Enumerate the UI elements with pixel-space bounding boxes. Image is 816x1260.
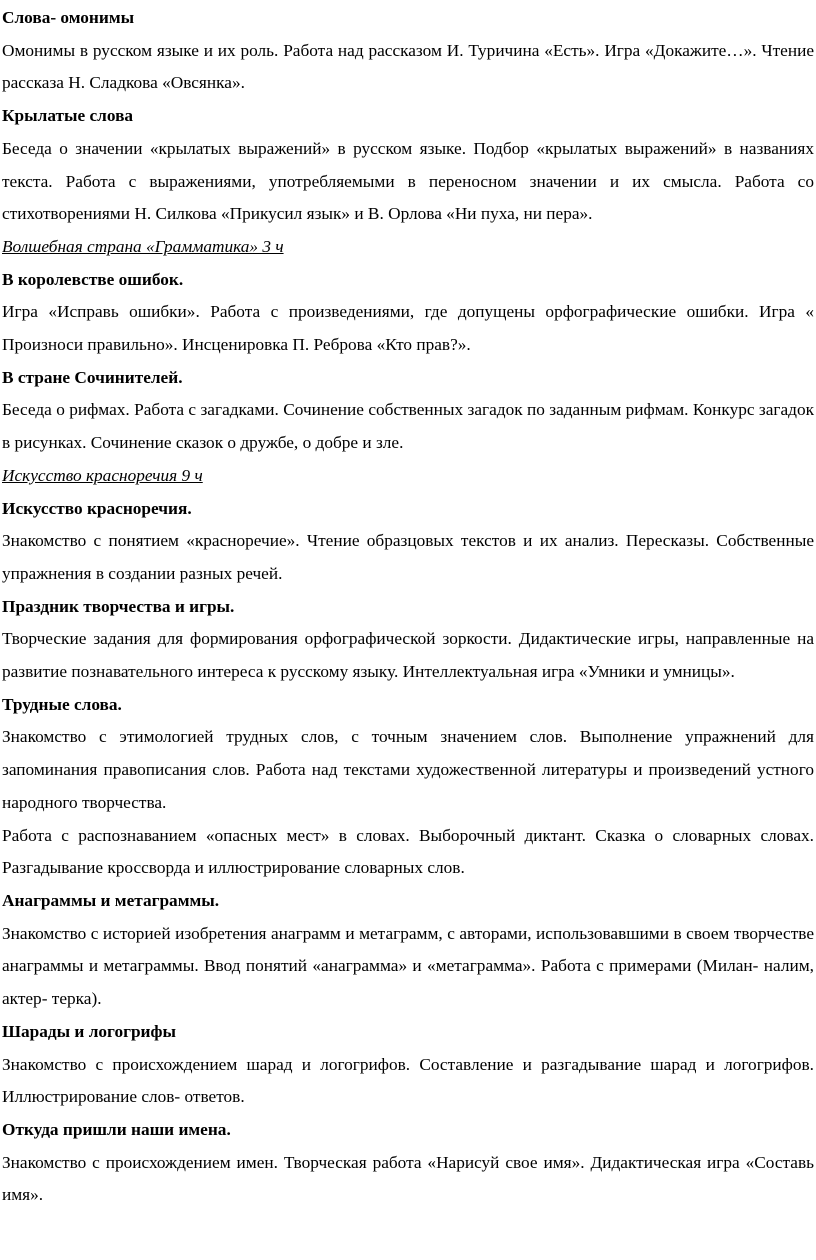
heading-winged-words: Крылатые слова — [2, 106, 134, 126]
heading-anagrams: Анаграммы и метаграммы. — [2, 890, 220, 910]
section-title-eloquence: Искусство красноречия 9 ч — [2, 465, 203, 485]
heading-holiday-creativity: Праздник творчества и игры. — [2, 596, 235, 616]
paragraph-winged-words: Беседа о значении «крылатых выражений» в русском языке. Подбор «крылатых выражений» в названиях текста. Работа с выражениями, употребляемыми в переносном значении и их смысла. Работа со стихотворениями Н. Силкова «Прикусил язык» и В. Орлова «Ни пуха, ни пера». — [2, 138, 814, 224]
heading-charades: Шарады и логогрифы — [2, 1021, 176, 1041]
heading-kingdom-of-errors: В королевстве ошибок. — [2, 269, 184, 289]
heading-homonyms: Слова- омонимы — [2, 8, 135, 27]
section-title-grammar: Волшебная страна «Грамматика» 3 ч — [2, 236, 284, 256]
paragraph-eloquence: Знакомство с понятием «красноречие». Чтение образцовых текстов и их анализ. Пересказы. Собственные упражнения в создании разных речей. — [2, 531, 814, 583]
heading-country-of-composers: В стране Сочинителей. — [2, 367, 183, 387]
paragraph-charades: Знакомство с происхождением шарад и логогрифов. Составление и разгадывание шарад и логогрифов. Иллюстрирование слов- ответов. — [2, 1054, 814, 1107]
paragraph-country-of-composers: Беседа о рифмах. Работа с загадками. Сочинение собственных загадок по заданным рифмам. Конкурс загадок в рисунках. Сочинение сказок о дружбе, о добре и зле. — [2, 400, 814, 453]
paragraph-difficult-words-1: Знакомство с этимологией трудных слов, с точным значением слов. Выполнение упражнений для запоминания правописания слов. Работа над текстами художественной литературы и произведений устного народного творчества. — [2, 727, 814, 812]
heading-eloquence: Искусство красноречия. — [2, 498, 192, 518]
heading-names-origin: Откуда пришли наши имена. — [2, 1119, 231, 1139]
paragraph-kingdom-of-errors: Игра «Исправь ошибки». Работа с произведениями, где допущены орфографические ошибки. Игра « Произноси правильно». Инсценировка П. Реброва «Кто прав?». — [2, 302, 814, 355]
paragraph-holiday-creativity: Творческие задания для формирования орфографической зоркости. Дидактические игры, направленные на развитие познавательного интереса к русскому языку. Интеллектуальная игра «Умники и умницы». — [2, 629, 814, 682]
paragraph-names-origin: Знакомство с происхождением имен. Творческая работа «Нарисуй свое имя». Дидактическая игра «Составь имя». — [2, 1152, 814, 1205]
paragraph-homonyms: Омонимы в русском языке и их роль. Работа над рассказом И. Туричина «Есть». Игра «Докажите…». Чтение рассказа Н. Сладкова «Овсянка». — [2, 40, 814, 93]
paragraph-difficult-words-2: Работа с распознаванием «опасных мест» в словах. Выборочный диктант. Сказка о словарных словах. Разгадывание кроссворда и иллюстрирование словарных слов. — [2, 825, 814, 878]
heading-difficult-words: Трудные слова. — [2, 694, 122, 714]
paragraph-anagrams: Знакомство с историей изобретения анаграмм и метаграмм, с авторами, использовавшими в своем творчестве анаграммы и метаграммы. Ввод понятий «анаграмма» и «метаграмма». Работа с примерами (Милан- налим, актер- терка). — [2, 923, 814, 1009]
